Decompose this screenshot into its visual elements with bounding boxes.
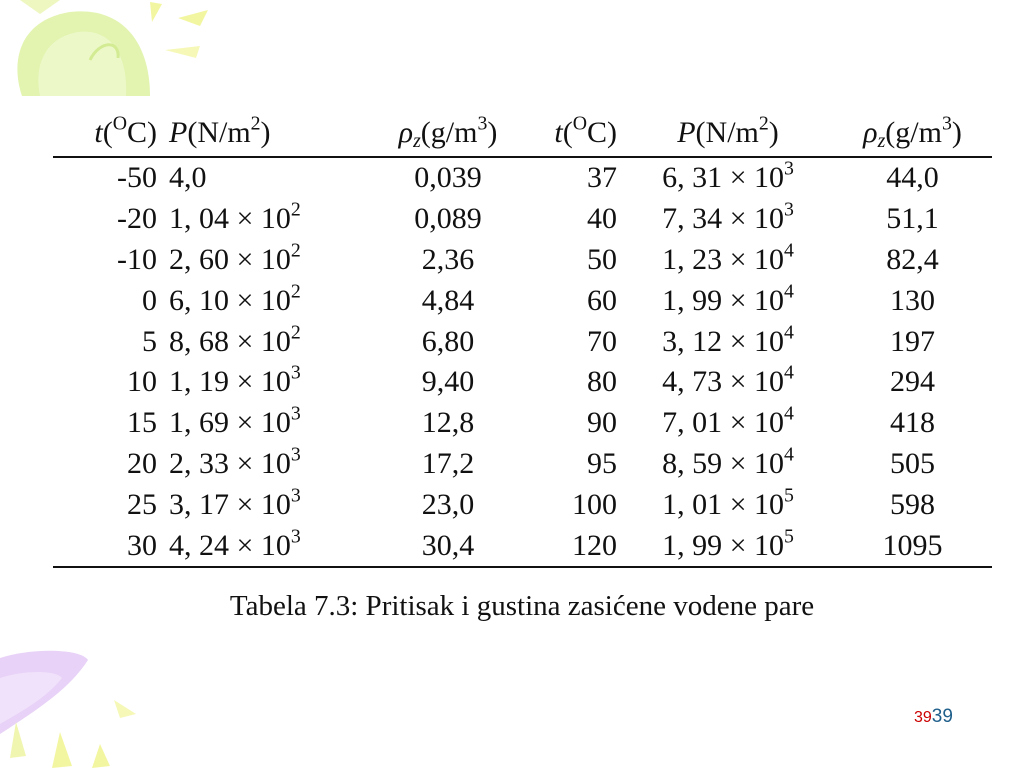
page-number bbox=[914, 706, 953, 728]
pressure-cell: 1, $99 \times 10^5$ bbox=[623, 525, 833, 567]
table-caption: Tabela 7.3: Pritisak i gustina zasićene vodene pare bbox=[229, 590, 815, 622]
temperature-cell: 10 bbox=[127, 365, 157, 399]
temperature-cell: 120 bbox=[543, 525, 623, 567]
density-cell: 294 bbox=[890, 365, 935, 399]
temperature-cell: 100 bbox=[572, 487, 617, 521]
density-cell: 6,80 bbox=[421, 324, 475, 358]
density-cell: 51,1 bbox=[886, 202, 939, 236]
temperature-cell: 50 bbox=[587, 242, 617, 276]
temperature-cell: 5 bbox=[142, 324, 157, 358]
density-cell: 44,0 bbox=[886, 161, 939, 195]
pressure-cell: 8, $68 \times 10^2$ bbox=[169, 321, 301, 358]
temperature-cell: 80 bbox=[587, 365, 617, 399]
pressure-cell: 4, $73 \times 10^4$ bbox=[662, 362, 794, 399]
pressure-cell: 1, $19 \times 10^3$ bbox=[169, 362, 301, 399]
density-cell: 17,2 bbox=[421, 446, 475, 480]
density-cell: 0,089 bbox=[414, 202, 482, 236]
temperature-cell: 20 bbox=[127, 446, 157, 480]
density-cell: 4,84 bbox=[421, 283, 475, 317]
temperature-cell: 30 bbox=[53, 525, 163, 567]
density-cell: 30,4 bbox=[353, 525, 543, 567]
table-row bbox=[53, 444, 992, 485]
density-cell: 12,8 bbox=[421, 406, 475, 440]
table-row bbox=[53, 525, 992, 567]
temperature-cell: 40 bbox=[587, 202, 617, 236]
page-number-red: 39 bbox=[914, 709, 932, 726]
temperature-cell: 95 bbox=[587, 446, 617, 480]
temperature-cell: -20 bbox=[117, 202, 157, 236]
vapor-pressure-table bbox=[53, 110, 992, 568]
table-row bbox=[53, 484, 992, 525]
table-row bbox=[53, 403, 992, 444]
data-table-container bbox=[53, 110, 992, 568]
density-cell: 505 bbox=[890, 446, 935, 480]
pressure-cell: 1, $04 \times 10^2$ bbox=[169, 198, 301, 236]
density-cell: 197 bbox=[890, 324, 935, 358]
pressure-cell: 7, $01 \times 10^4$ bbox=[662, 402, 794, 440]
pressure-cell: 3, $17 \times 10^3$ bbox=[169, 484, 301, 521]
temperature-cell: 15 bbox=[127, 406, 157, 440]
pressure-cell: 4, $24 \times 10^3$ bbox=[163, 525, 353, 567]
pressure-cell: 1, $01 \times 10^5$ bbox=[662, 484, 794, 521]
table-row bbox=[53, 362, 992, 403]
density-cell: 2,36 bbox=[421, 242, 475, 276]
pressure-cell: 4,0 bbox=[169, 161, 207, 195]
table-row bbox=[53, 280, 992, 321]
table-body bbox=[53, 157, 992, 567]
density-cell: 1095 bbox=[833, 525, 992, 567]
corner-decoration-top-left bbox=[0, 0, 230, 100]
pressure-cell: 1, $69 \times 10^3$ bbox=[169, 402, 301, 440]
density-cell: 82,4 bbox=[886, 242, 939, 276]
temperature-cell: -50 bbox=[117, 161, 157, 195]
pressure-cell: 2, $33 \times 10^3$ bbox=[169, 443, 301, 480]
density-cell: 598 bbox=[890, 487, 935, 521]
table-header-row bbox=[53, 110, 992, 157]
header-temperature-2: t($^O$C) bbox=[543, 110, 623, 157]
header-density-2: $\rho_z(g/m^3)$ bbox=[833, 110, 992, 157]
corner-decoration-bottom-left bbox=[0, 648, 150, 768]
temperature-cell: 25 bbox=[127, 487, 157, 521]
table-row bbox=[53, 199, 992, 240]
temperature-cell: 0 bbox=[142, 283, 157, 317]
table-row bbox=[53, 157, 992, 199]
header-density-1: $\rho_z(g/m^3)$ bbox=[353, 110, 543, 157]
density-cell: 418 bbox=[890, 406, 935, 440]
density-cell: 130 bbox=[890, 283, 935, 317]
density-cell: 9,40 bbox=[421, 365, 475, 399]
table-row bbox=[53, 321, 992, 362]
density-cell: 0,039 bbox=[414, 161, 482, 195]
pressure-cell: 2, $60 \times 10^2$ bbox=[169, 239, 301, 276]
header-pressure-2: $P(N/m^2)$ bbox=[623, 110, 833, 157]
header-pressure-1: $P(N/m^2)$ bbox=[163, 110, 353, 157]
temperature-cell: 37 bbox=[587, 161, 617, 195]
pressure-cell: 6, $31 \times 10^3$ bbox=[662, 158, 794, 195]
density-cell: 23,0 bbox=[421, 487, 475, 521]
pressure-cell: 8, $59 \times 10^4$ bbox=[662, 443, 794, 480]
pressure-cell: 7, $34 \times 10^3$ bbox=[662, 198, 794, 236]
temperature-cell: 60 bbox=[587, 283, 617, 317]
temperature-cell: -10 bbox=[117, 242, 157, 276]
pressure-cell: 1, $23 \times 10^4$ bbox=[662, 239, 794, 276]
temperature-cell: 90 bbox=[587, 406, 617, 440]
table-row bbox=[53, 240, 992, 281]
pressure-cell: 1, $99 \times 10^4$ bbox=[662, 280, 794, 317]
pressure-cell: 3, $12 \times 10^4$ bbox=[662, 321, 794, 358]
pressure-cell: 6, $10 \times 10^2$ bbox=[169, 280, 301, 317]
page-number-blue: 39 bbox=[931, 706, 953, 727]
temperature-cell: 70 bbox=[587, 324, 617, 358]
header-temperature-1: t($^O$C) bbox=[53, 110, 163, 157]
